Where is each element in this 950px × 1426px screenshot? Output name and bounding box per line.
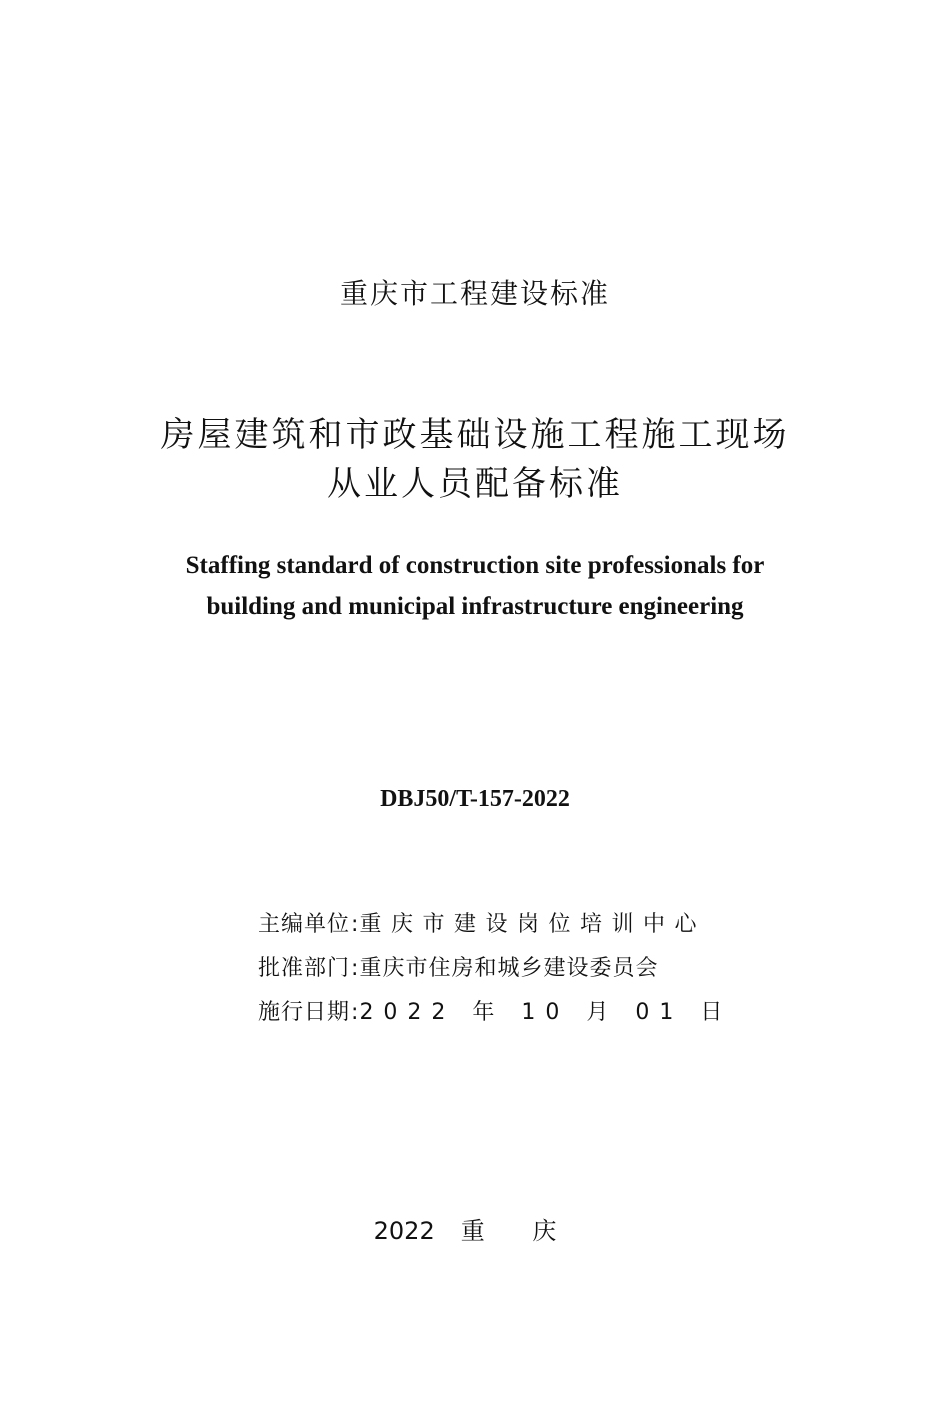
title-zh-line-2: 从业人员配备标准	[327, 464, 623, 504]
series-title: 重庆市工程建设标准	[339, 277, 610, 310]
chief-editor-value: 重庆市建设岗位培训中心	[359, 912, 706, 937]
chief-editor-separator: :	[351, 912, 359, 937]
effective-date-label: 施行日期	[258, 1000, 351, 1025]
approval-value: 重庆市住房和城乡建设委员会	[359, 956, 659, 981]
approval-row	[258, 947, 732, 991]
chief-editor-row	[258, 903, 732, 947]
chief-editor-label: 主编单位	[258, 912, 351, 937]
publication-footer	[0, 1216, 950, 1246]
title-en-line-1: Staffing standard of construction site professionals for	[185, 552, 765, 579]
publication-city: 重 庆	[460, 1217, 577, 1245]
approval-label: 批准部门	[258, 956, 351, 981]
title-zh-line-1: 房屋建筑和市政基础设施工程施工现场	[160, 415, 790, 455]
effective-date-value: 2022 年 10 月 01 日	[359, 1000, 733, 1025]
standard-code: DBJ50/T-157-2022	[380, 786, 570, 812]
approval-separator: :	[351, 956, 359, 981]
title-en-line-2: building and municipal infrastructure engineering	[206, 593, 744, 620]
effective-date-row	[258, 991, 732, 1035]
publication-info	[258, 903, 732, 1035]
publication-year: 2022	[373, 1217, 435, 1245]
effective-date-separator: :	[351, 1000, 359, 1025]
